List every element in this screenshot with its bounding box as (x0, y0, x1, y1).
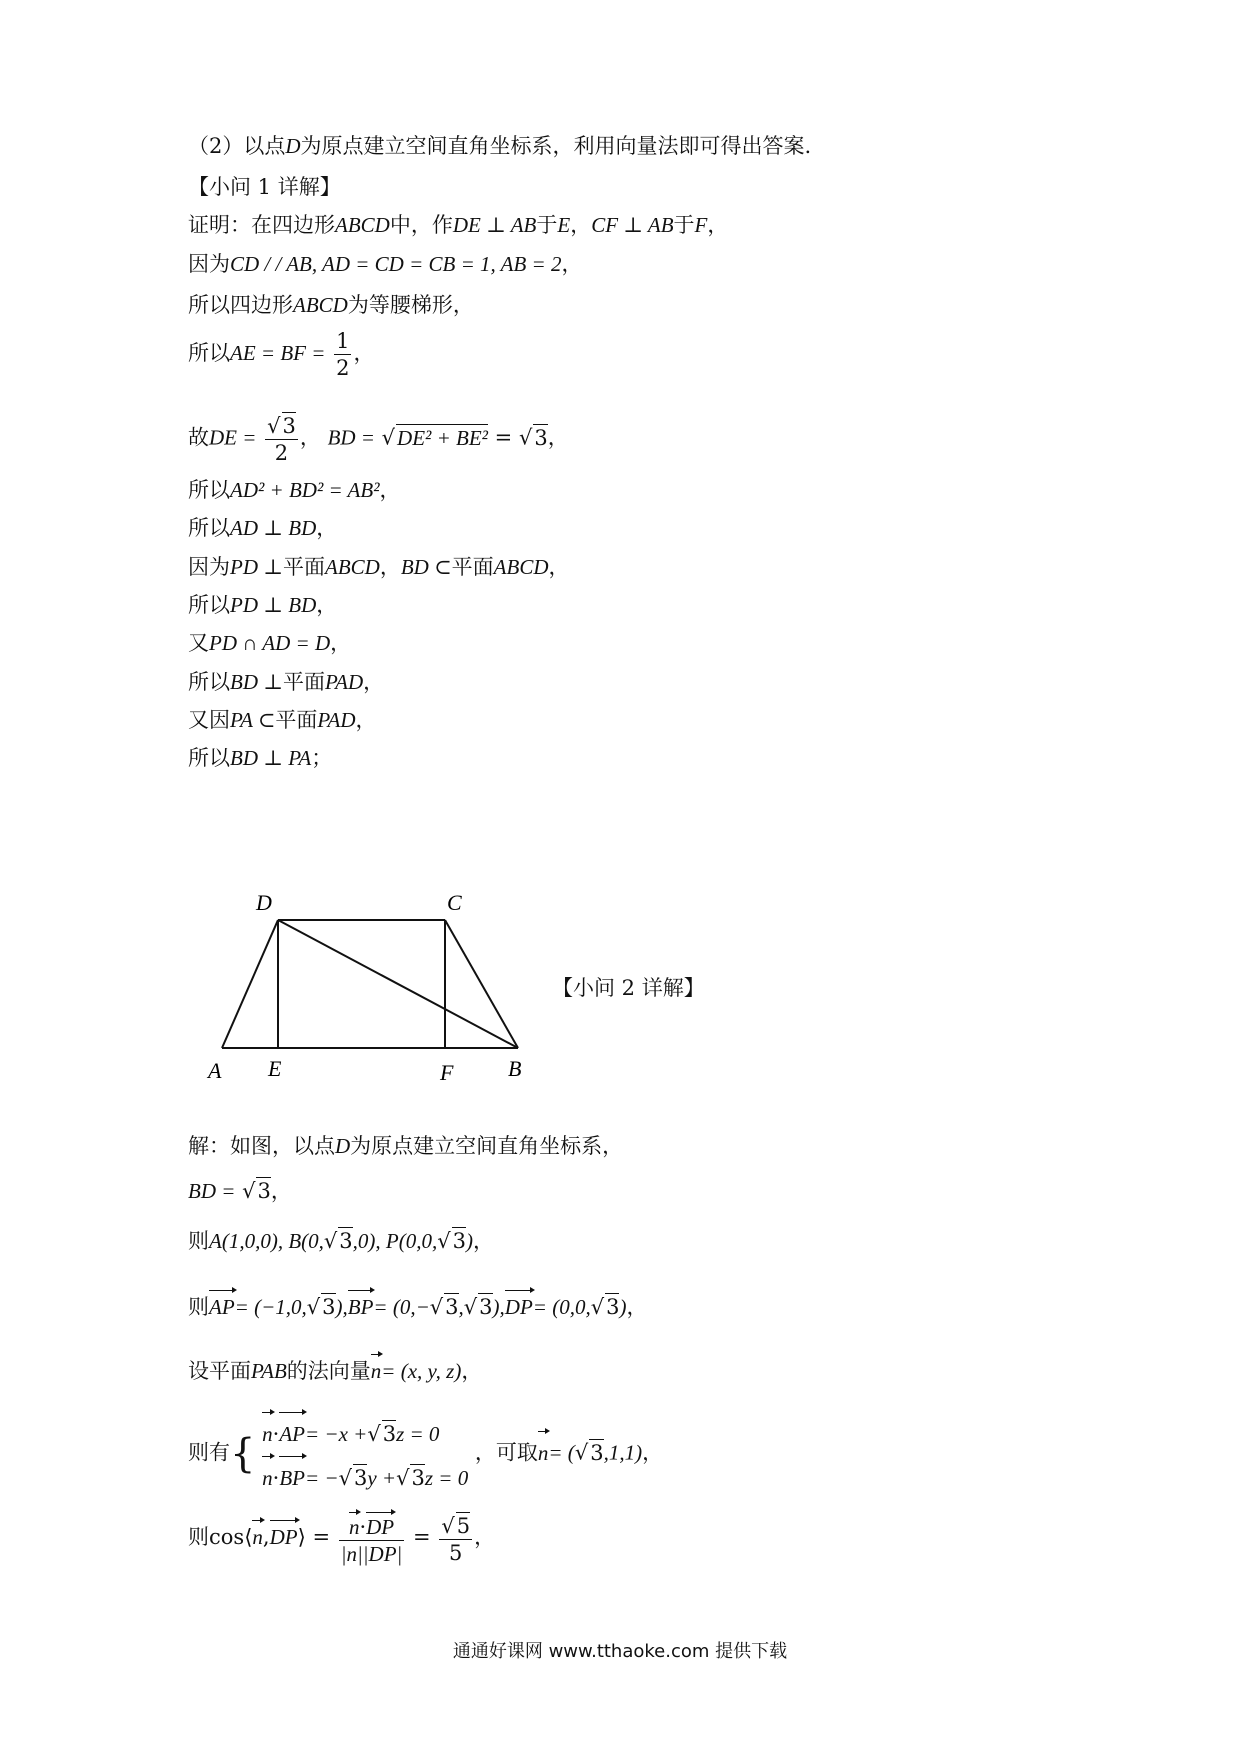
text-line-14: 又因PA ⊂平面PAD， (188, 708, 377, 732)
heading-part-1: 【小问 1 详解】 (188, 175, 341, 199)
text-line-21: 则有{ n·AP= −x +√3z = 0 n·BP= −√3y +√3z = 0 ，可取n= (√3,1,1)， (188, 1410, 663, 1498)
text-line-17: BD = √3， (188, 1179, 292, 1203)
text-line-6: 所以AE = BF = $\frac{1}{2}$ ， (188, 329, 375, 380)
text-line-16: 解：如图，以点D为原点建立空间直角坐标系， (188, 1134, 624, 1158)
text-line-12: 又PD ∩ AD = D， (188, 631, 352, 655)
label-B: B (508, 1056, 522, 1081)
text-line-4: 因为CD / / AB, AD = CD = CB = 1, AB = 2， (188, 252, 583, 276)
text-line-22: 则cos⟨n,DP⟩ = $\frac{n\cdot DP}{|n||DP|}$ = $\frac{√5}{5}$ ， (188, 1510, 495, 1567)
label-F: F (440, 1060, 454, 1085)
page-footer: 通通好课网 www.tthaoke.com 提供下载 (452, 1641, 788, 1662)
edge-AD (222, 920, 278, 1048)
text-line-5: 所以四边形ABCD为等腰梯形， (188, 293, 474, 317)
trapezoid-figure (200, 890, 560, 1100)
text-line-15: 所以BD ⊥ PA； (188, 746, 333, 770)
text-line-18: 则A(1,0,0), B(0,√3,0), P(0,0,√3)， (188, 1229, 494, 1253)
text-line-3: 证明：在四边形ABCD中，作DE ⊥ AB于E，CF ⊥ AB于F， (188, 213, 729, 237)
text-line-19: 则AP= (−1,0,√3),BP= (0,−√3,√3),DP= (0,0,√3)， (188, 1288, 647, 1322)
text-line-1: （2）以点D为原点建立空间直角坐标系，利用向量法即可得出答案. (188, 134, 812, 158)
label-E: E (268, 1056, 282, 1081)
label-C: C (447, 890, 462, 915)
text-line-7: 故DE = $\frac{√3}{2}$ ， BD = √DE² + BE² = √3， (188, 414, 569, 465)
text-line-9: 所以AD ⊥ BD， (188, 516, 338, 540)
text-line-8: 所以AD² + BD² = AB²， (188, 478, 401, 502)
text-line-10: 因为PD ⊥平面ABCD，BD ⊂平面ABCD， (188, 555, 570, 579)
heading-part-2: 【小问 2 详解】 (552, 976, 705, 1000)
text-line-11: 所以PD ⊥ BD， (188, 593, 338, 617)
label-A: A (208, 1058, 222, 1083)
text-line-13: 所以BD ⊥平面PAD， (188, 670, 385, 694)
label-D: D (256, 890, 272, 915)
text-line-20: 设平面PAB的法向量n= (x, y, z)， (188, 1352, 482, 1386)
